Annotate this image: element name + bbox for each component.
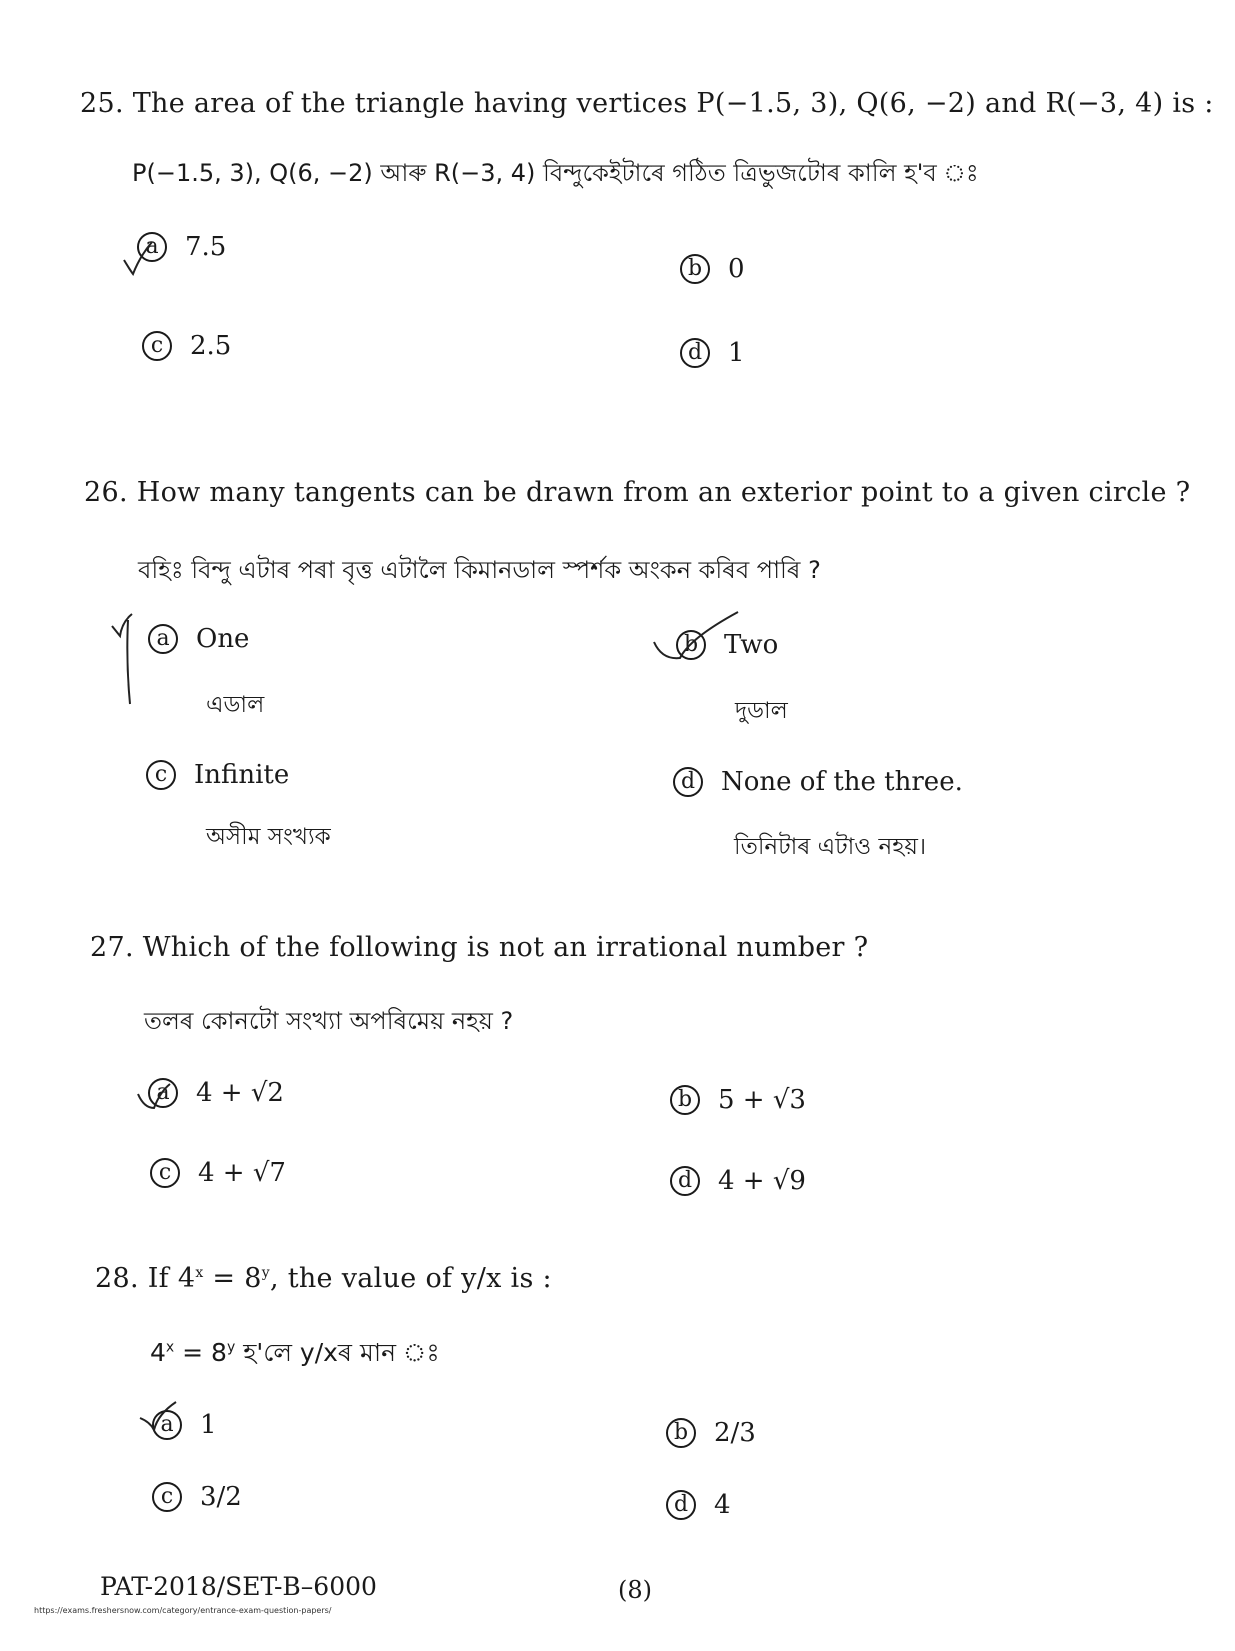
option-letter-badge: c bbox=[150, 1158, 180, 1188]
option-26-c-assamese: অসীম সংখ্যক bbox=[206, 824, 331, 850]
stem-text: = 8 bbox=[203, 1263, 262, 1294]
option-25-d[interactable] bbox=[680, 338, 745, 368]
option-letter-badge: a bbox=[148, 624, 178, 654]
option-27-b[interactable] bbox=[670, 1085, 806, 1115]
option-letter-badge: b bbox=[680, 254, 710, 284]
option-25-b[interactable] bbox=[680, 254, 745, 284]
option-25-c[interactable] bbox=[142, 331, 231, 361]
option-text: 1 bbox=[200, 1410, 217, 1440]
option-letter-badge: a bbox=[152, 1410, 182, 1440]
question-25-stem: 25. The area of the triangle having vertices P(−1.5, 3), Q(6, −2) and R(−3, 4) is : bbox=[80, 88, 1214, 119]
question-25-stem-assamese: P(−1.5, 3), Q(6, −2) আৰু R(−3, 4) বিন্দুকেইটাৰে গঠিত ত্ৰিভুজটোৰ কালি হ'ব ঃ bbox=[132, 159, 979, 187]
question-26-stem: 26. How many tangents can be drawn from an exterior point to a given circle ? bbox=[84, 477, 1191, 508]
option-text: 1 bbox=[728, 338, 745, 368]
option-27-a[interactable] bbox=[148, 1078, 284, 1108]
option-26-b-assamese: দুডাল bbox=[735, 698, 788, 724]
stem-text: = 8 bbox=[174, 1338, 227, 1367]
option-text: None of the three. bbox=[721, 767, 963, 797]
option-letter-badge: a bbox=[148, 1078, 178, 1108]
option-letter-badge: d bbox=[666, 1490, 696, 1520]
option-text: 2.5 bbox=[190, 331, 232, 361]
option-letter-badge: d bbox=[673, 767, 703, 797]
option-25-a[interactable] bbox=[137, 232, 226, 262]
question-28-stem bbox=[95, 1263, 552, 1294]
exponent-x: x bbox=[165, 1339, 175, 1356]
paper-code: PAT-2018/SET-B–6000 bbox=[100, 1572, 377, 1601]
option-28-d[interactable] bbox=[666, 1490, 731, 1520]
option-28-a[interactable] bbox=[152, 1410, 217, 1440]
exponent-x: x bbox=[195, 1265, 204, 1281]
option-26-b[interactable] bbox=[676, 630, 778, 660]
option-text: Two bbox=[724, 630, 779, 660]
question-27-stem-assamese: তলৰ কোনটো সংখ্যা অপৰিমেয় নহয় ? bbox=[144, 1007, 514, 1035]
option-text: 0 bbox=[728, 254, 745, 284]
option-26-a-assamese: এডাল bbox=[206, 692, 265, 718]
page-number: (8) bbox=[618, 1576, 652, 1604]
stem-text: 4 bbox=[150, 1338, 166, 1367]
option-letter-badge: c bbox=[152, 1482, 182, 1512]
option-letter-badge: b bbox=[666, 1418, 696, 1448]
exponent-y: y bbox=[261, 1265, 270, 1281]
option-letter-badge: d bbox=[670, 1166, 700, 1196]
question-26-stem-assamese: বহিঃ বিন্দু এটাৰ পৰা বৃত্ত এটালৈ কিমানডাল স্পৰ্শক অংকন কৰিব পাৰি ? bbox=[138, 556, 821, 584]
option-letter-badge: b bbox=[670, 1085, 700, 1115]
option-text: 3/2 bbox=[200, 1482, 242, 1512]
option-text: 5 + √3 bbox=[718, 1085, 806, 1115]
option-text: 4 + √7 bbox=[198, 1158, 286, 1188]
option-28-c[interactable] bbox=[152, 1482, 242, 1512]
option-text: Infinite bbox=[194, 760, 290, 790]
option-text: 7.5 bbox=[185, 232, 227, 262]
option-26-d[interactable] bbox=[673, 767, 963, 797]
stem-text: , the value of y/x is : bbox=[269, 1263, 552, 1294]
option-letter-badge: a bbox=[137, 232, 167, 262]
option-letter-badge: d bbox=[680, 338, 710, 368]
option-text: One bbox=[196, 624, 250, 654]
option-letter-badge: b bbox=[676, 630, 706, 660]
handwritten-tick-mark bbox=[108, 612, 144, 708]
option-27-d[interactable] bbox=[670, 1166, 806, 1196]
option-28-b[interactable] bbox=[666, 1418, 756, 1448]
question-27-stem: 27. Which of the following is not an irrational number ? bbox=[90, 932, 869, 963]
option-27-c[interactable] bbox=[150, 1158, 286, 1188]
option-text: 2/3 bbox=[714, 1418, 756, 1448]
option-letter-badge: c bbox=[146, 760, 176, 790]
option-26-d-assamese: তিনিটাৰ এটাও নহয়। bbox=[734, 834, 927, 860]
option-text: 4 + √2 bbox=[196, 1078, 284, 1108]
option-26-a[interactable] bbox=[148, 624, 249, 654]
exponent-y: y bbox=[226, 1339, 236, 1356]
source-url[interactable]: https://exams.freshersnow.com/category/entrance-exam-question-papers/ bbox=[34, 1606, 332, 1615]
option-26-c[interactable] bbox=[146, 760, 289, 790]
option-text: 4 + √9 bbox=[718, 1166, 806, 1196]
option-text: 4 bbox=[714, 1490, 731, 1520]
stem-text: হ'লে y/xৰ মান ঃ bbox=[235, 1338, 440, 1367]
option-letter-badge: c bbox=[142, 331, 172, 361]
question-28-stem-assamese bbox=[150, 1333, 440, 1376]
stem-text: 28. If 4 bbox=[95, 1263, 196, 1294]
